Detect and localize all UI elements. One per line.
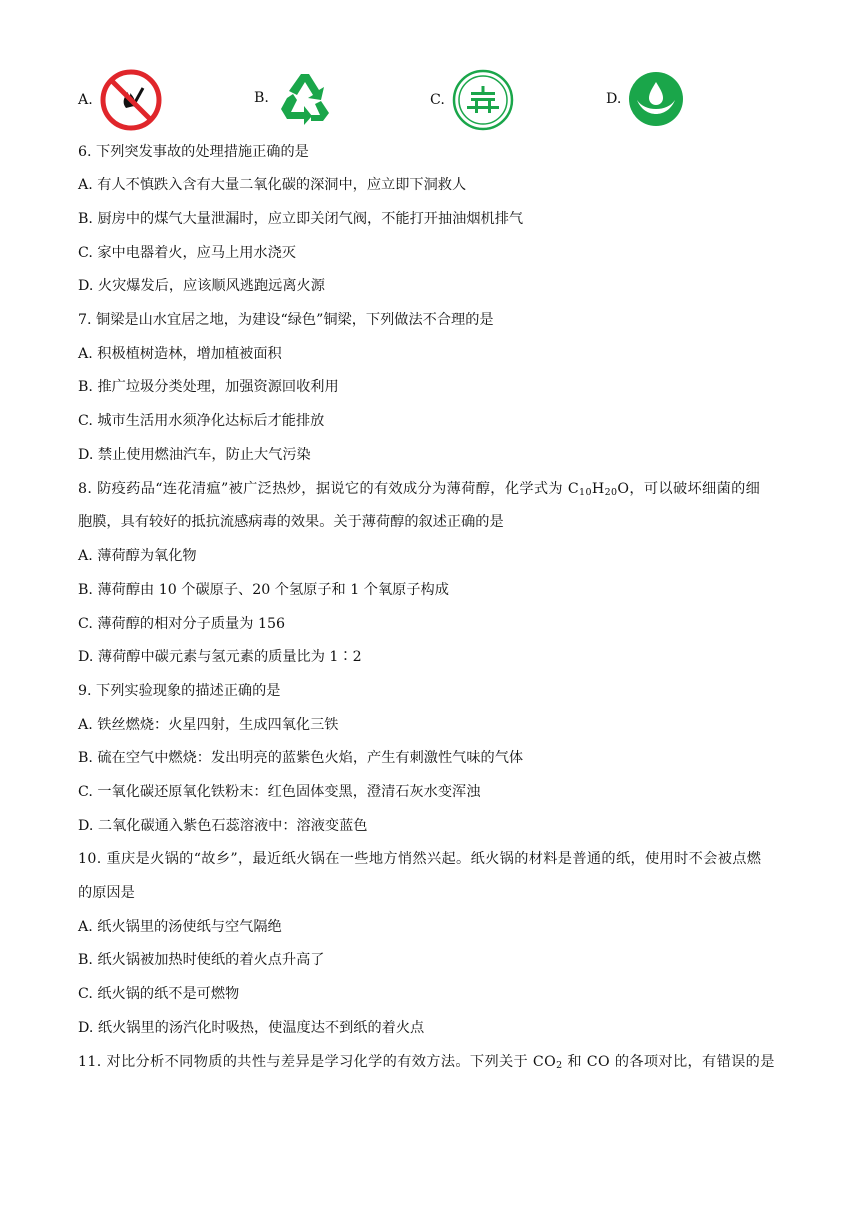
q8-option-c: C. 薄荷醇的相对分子质量为 156 [78,616,286,632]
q8-stem-line1 [78,479,760,499]
q10-option-c: C. 纸火锅的纸不是可燃物 [78,986,240,1002]
option-b-label: B. [254,90,269,106]
q8-option-a: A. 薄荷醇为氧化物 [78,548,197,564]
q8-option-b: B. 薄荷醇由 10 个碳原子、20 个氢原子和 1 个氧原子构成 [78,582,449,598]
q9-option-c: C. 一氧化碳还原氧化铁粉末：红色固体变黑，澄清石灰水变浑浊 [78,784,481,800]
q7-stem: 7. 铜梁是山水宜居之地，为建设“绿色”铜梁，下列做法不合理的是 [78,312,494,328]
q7-option-d: D. 禁止使用燃油汽车，防止大气污染 [78,447,311,463]
q8-subscript-h: 20 [604,487,618,498]
q6-option-c: C. 家中电器着火，应马上用水浇灭 [78,245,296,261]
q6-option-a: A. 有人不慎跌入含有大量二氧化碳的深洞中，应立即下洞救人 [78,177,467,193]
q8-stem-line2: 胞膜，具有较好的抵抗流感病毒的效果。关于薄荷醇的叙述正确的是 [78,514,504,530]
q9-stem: 9. 下列实验现象的描述正确的是 [78,683,281,699]
q11-stem-tail: 和 CO 的各项对比，有错误的是 [562,1054,775,1070]
q10-option-b: B. 纸火锅被加热时使纸的着火点升高了 [78,952,325,968]
q6-stem: 6. 下列突发事故的处理措施正确的是 [78,144,309,160]
q10-stem-line2: 的原因是 [78,885,135,901]
q8-formula-h: H [591,481,605,497]
q10-option-a: A. 纸火锅里的汤使纸与空气隔绝 [78,919,282,935]
option-d [606,70,685,128]
recycle-icon [275,68,335,128]
q9-option-b: B. 硫在空气中燃烧：发出明亮的蓝紫色火焰，产生有刺激性气味的气体 [78,750,524,766]
q11-stem-text: 11. 对比分析不同物质的共性与差异是学习化学的有效方法。下列关于 CO [78,1054,557,1070]
q11-subscript: 2 [556,1060,563,1071]
option-a [78,68,163,132]
q8-option-d: D. 薄荷醇中碳元素与氢元素的质量比为 1∶2 [78,649,362,665]
q8-stem-text: 8. 防疫药品“连花清瘟”被广泛热炒，据说它的有效成分为薄荷醇，化学式为 C [78,481,580,497]
q8-stem-tail: O，可以破坏细菌的细 [617,481,761,497]
q9-option-d: D. 二氧化碳通入紫色石蕊溶液中：溶液变蓝色 [78,818,368,834]
option-d-label: D. [606,91,622,107]
option-c-label: C. [430,92,445,108]
q7-option-c: C. 城市生活用水须净化达标后才能排放 [78,413,325,429]
sign-options-row [0,68,860,132]
q9-option-a: A. 铁丝燃烧：火星四射，生成四氧化三铁 [78,717,339,733]
no-fire-icon [99,68,163,132]
q7-option-b: B. 推广垃圾分类处理，加强资源回收利用 [78,379,339,395]
water-saving-icon [451,68,515,132]
q6-option-b: B. 厨房中的煤气大量泄漏时，应立即关闭气阀，不能打开抽油烟机排气 [78,211,524,227]
option-c [430,68,515,132]
option-a-label: A. [78,92,93,108]
q11-stem [78,1052,775,1072]
q10-option-d: D. 纸火锅里的汤汽化时吸热，使温度达不到纸的着火点 [78,1020,425,1036]
q10-stem-line1: 10. 重庆是火锅的“故乡”，最近纸火锅在一些地方悄然兴起。纸火锅的材料是普通的纸，使用时不会被点燃 [78,851,762,867]
q8-subscript-c: 10 [579,487,592,498]
q6-option-d: D. 火灾爆发后，应该顺风逃跑远离火源 [78,278,325,294]
q7-option-a: A. 积极植树造林，增加植被面积 [78,346,282,362]
water-drop-icon [627,70,685,128]
option-b [254,68,335,128]
